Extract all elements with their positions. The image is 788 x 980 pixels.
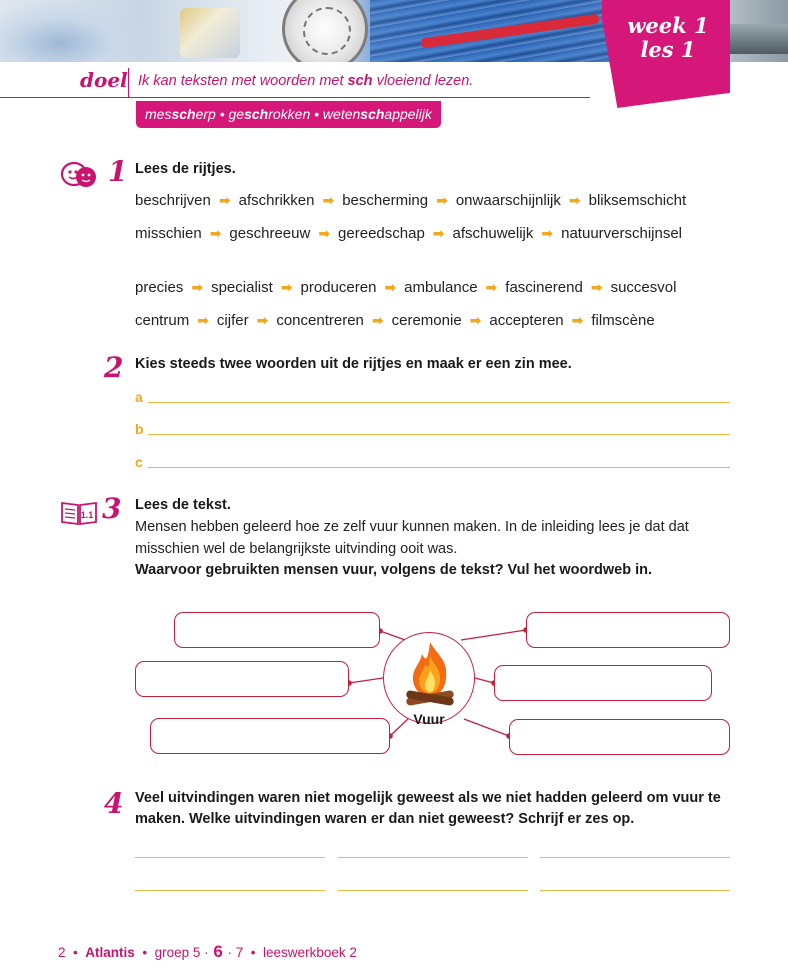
word-web-box[interactable] xyxy=(509,719,730,755)
bullet-separator: • xyxy=(215,106,229,122)
exercise-number: 2 xyxy=(104,351,124,384)
arrow-right-icon: ➡ xyxy=(371,312,384,328)
arrow-right-icon: ➡ xyxy=(485,279,498,295)
example-word-part: mes xyxy=(145,106,172,122)
word: accepteren xyxy=(489,312,564,329)
word: concentreren xyxy=(276,312,364,329)
word: geschreeuw xyxy=(229,225,311,242)
example-word-part: weten xyxy=(322,106,361,122)
word: natuurverschijnsel xyxy=(561,225,683,242)
arrow-right-icon: ➡ xyxy=(191,279,204,295)
goal-text-bold: sch xyxy=(347,73,373,89)
page-number: 2 xyxy=(58,945,66,960)
exercise-question-line: Veel uitvindingen waren niet mogelijk geweest als we niet hadden geleerd om vuur te xyxy=(135,790,721,806)
arrow-right-icon: ➡ xyxy=(568,192,581,208)
exercise-number: 1 xyxy=(108,155,128,188)
word: centrum xyxy=(135,312,190,329)
word-web-box[interactable] xyxy=(174,612,380,648)
bullet-separator: • xyxy=(310,106,323,122)
arrow-right-icon: ➡ xyxy=(436,192,448,208)
word-web-box[interactable] xyxy=(150,718,390,754)
exercise-question-line: maken. Welke uitvindingen waren er dan niet geweest? Schrijf er zes op. xyxy=(135,811,635,827)
word: filmscène xyxy=(591,312,655,329)
word: ambulance xyxy=(404,279,478,296)
arrow-right-icon: ➡ xyxy=(218,192,231,208)
arrow-right-icon: ➡ xyxy=(197,312,209,328)
answer-line[interactable] xyxy=(135,890,325,891)
answer-line[interactable] xyxy=(338,857,528,858)
word-web-box[interactable] xyxy=(494,665,712,701)
word: cijfer xyxy=(216,312,249,329)
footer-book: leeswerkboek 2 xyxy=(263,945,357,960)
exercise-heading: Kies steeds twee woorden uit de rijtjes en maak er een zin mee. xyxy=(135,356,572,372)
arrow-right-icon: ➡ xyxy=(432,225,445,241)
footer-separator: • xyxy=(142,945,148,960)
page-footer xyxy=(58,942,357,962)
goal-label: doel xyxy=(80,68,128,92)
week-label: week 1 xyxy=(627,13,709,38)
word: bliksemschicht xyxy=(588,192,687,209)
goal-text-part: vloeiend lezen. xyxy=(372,73,474,89)
footer-groep xyxy=(154,942,244,961)
footer-groep-pre: groep 5 · xyxy=(154,945,209,960)
goal-text-part: Ik kan teksten met woorden met xyxy=(138,73,348,89)
arrow-right-icon: ➡ xyxy=(384,279,397,295)
answer-line[interactable] xyxy=(540,890,730,891)
word: succesvol xyxy=(610,279,677,296)
word: fascinerend xyxy=(505,279,583,296)
word: afschuwelijk xyxy=(452,225,534,242)
answer-line[interactable] xyxy=(540,857,730,858)
word-web-box[interactable] xyxy=(526,612,730,648)
word: afschrikken xyxy=(238,192,315,209)
arrow-right-icon: ➡ xyxy=(280,279,293,295)
arrow-right-icon: ➡ xyxy=(541,225,554,241)
arrow-right-icon: ➡ xyxy=(256,312,269,328)
footer-groep-current: 6 xyxy=(208,942,228,961)
campfire-icon xyxy=(400,638,460,710)
footer-separator: • xyxy=(250,945,256,960)
answer-label: c xyxy=(135,454,143,470)
exercise-heading: Lees de tekst. xyxy=(135,497,231,513)
arrow-right-icon: ➡ xyxy=(469,312,482,328)
book-icon-label: 1.1 xyxy=(80,510,94,520)
answer-label: a xyxy=(135,389,143,405)
word: precies xyxy=(135,279,184,296)
word: gereedschap xyxy=(338,225,425,242)
answer-line[interactable] xyxy=(135,857,325,858)
arrow-right-icon: ➡ xyxy=(318,225,331,241)
example-word-part: erp xyxy=(195,106,216,122)
word-web-center-label: Vuur xyxy=(413,711,445,727)
exercise-number: 3 xyxy=(102,492,122,525)
arrow-right-icon: ➡ xyxy=(590,279,603,295)
exercise-heading: Lees de rijtjes. xyxy=(135,161,236,177)
footer-brand: Atlantis xyxy=(85,945,135,960)
answer-label: b xyxy=(135,421,144,437)
answer-line[interactable] xyxy=(338,890,528,891)
exercise-number: 4 xyxy=(104,787,124,820)
footer-groep-post: · 7 xyxy=(227,945,244,960)
word: onwaarschijnlijk xyxy=(455,192,561,209)
example-word-part: rokken xyxy=(268,106,311,122)
exercise-question: Waarvoor gebruikten mensen vuur, volgens de tekst? Vul het woordweb in. xyxy=(135,562,652,578)
footer-separator: • xyxy=(73,945,78,960)
example-word-bold: sch xyxy=(171,106,196,122)
word: beschrijven xyxy=(135,192,211,209)
word: produceren xyxy=(300,279,377,296)
word: ceremonie xyxy=(391,312,462,329)
word: bescherming xyxy=(342,192,429,209)
word: specialist xyxy=(211,279,273,296)
example-word-bold: sch xyxy=(360,106,385,122)
arrow-right-icon: ➡ xyxy=(322,192,335,208)
reading-text-line: misschien wel de belangrijkste uitvinding ooit was. xyxy=(135,541,458,557)
arrow-right-icon: ➡ xyxy=(571,312,584,328)
reading-text-line: Mensen hebben geleerd hoe ze zelf vuur kunnen maken. In de inleiding lees je dat dat xyxy=(135,519,689,535)
word: misschien xyxy=(135,225,202,242)
lesson-label: les 1 xyxy=(640,37,696,62)
example-word-part: ge xyxy=(228,106,245,122)
word-web-box[interactable] xyxy=(135,661,349,697)
example-word-bold: sch xyxy=(244,106,269,122)
example-word-part: appelijk xyxy=(384,106,432,122)
arrow-right-icon: ➡ xyxy=(209,225,222,241)
